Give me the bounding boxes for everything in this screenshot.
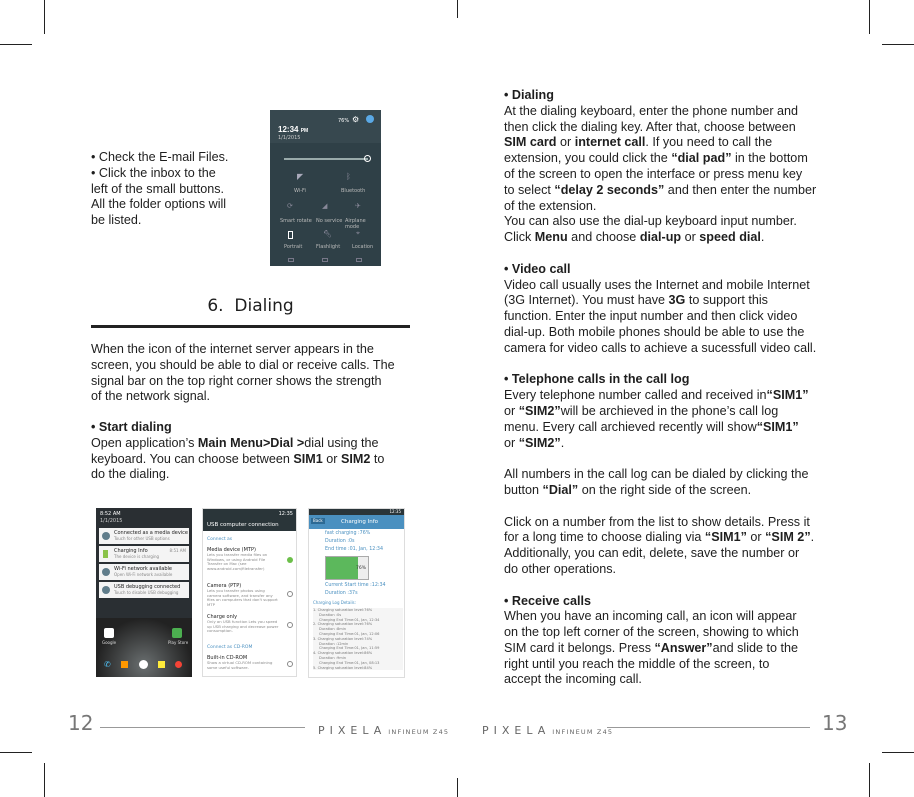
group-label: Connect as CD-ROM bbox=[207, 645, 253, 650]
crop-mark bbox=[882, 752, 914, 753]
radio-camera[interactable] bbox=[287, 591, 293, 597]
rotate-icon[interactable]: ⟳ bbox=[287, 203, 293, 210]
receive-calls-section bbox=[504, 594, 829, 689]
quick-settings-screenshot bbox=[270, 110, 381, 266]
text-line: or “SIM2”will be archieved in the phone’s call log bbox=[504, 403, 779, 418]
log-title: Charging Log Details: bbox=[313, 600, 356, 605]
text-line: be listed. bbox=[91, 213, 142, 228]
text-line: do the dialing. bbox=[91, 467, 170, 482]
flashlight-icon[interactable]: 🔦︎ bbox=[323, 231, 332, 238]
text-line: You can also use the dial-up keyboard input number. bbox=[504, 214, 797, 229]
battery-icon bbox=[103, 550, 108, 558]
location-icon[interactable]: ⌖ bbox=[356, 230, 360, 237]
notif-title: Connected as a media device bbox=[114, 530, 189, 536]
clock-ampm: PM bbox=[300, 128, 309, 134]
app-drawer-icon[interactable] bbox=[139, 660, 148, 669]
notif-time: 8:51 AM bbox=[169, 548, 186, 553]
notification-item[interactable] bbox=[99, 528, 189, 544]
contacts-icon[interactable] bbox=[121, 661, 128, 668]
text-line: of the screen to open the interface or press menu key bbox=[504, 166, 803, 181]
section-title: Dialing bbox=[234, 296, 294, 316]
brand-model: INFINEUM Z45 bbox=[388, 728, 450, 736]
option-title: Camera (PTP) bbox=[207, 583, 242, 589]
gear-icon: ⚙ bbox=[352, 115, 360, 124]
notif-title: Charging Info bbox=[114, 548, 148, 554]
page-number-right: 13 bbox=[822, 711, 848, 735]
play-store-icon[interactable] bbox=[172, 628, 182, 638]
intro-paragraph bbox=[91, 342, 411, 405]
crop-mark bbox=[44, 0, 45, 34]
option-title: Built-in CD-ROM bbox=[207, 655, 248, 661]
notification-screenshot bbox=[96, 508, 192, 677]
battery-level: 76% bbox=[338, 118, 350, 124]
wifi-icon[interactable]: ◤ bbox=[297, 172, 304, 181]
subheading: • Receive calls bbox=[504, 593, 592, 608]
section-number: 6. bbox=[207, 296, 224, 316]
charging-info-screenshot bbox=[308, 508, 405, 678]
charge-log-list bbox=[313, 608, 403, 670]
notif-sub: Open Wi-Fi network available bbox=[114, 572, 173, 577]
tile-label: Bluetooth bbox=[341, 188, 366, 194]
text-line: signal bar on the top right corner shows the strength bbox=[91, 373, 382, 388]
google-app-icon[interactable] bbox=[104, 628, 114, 638]
crop-mark bbox=[457, 778, 458, 797]
tile-label: Airplane mode bbox=[345, 218, 366, 230]
log-line: 2. Charging saturation level:76% bbox=[313, 622, 373, 627]
subheading: • Start dialing bbox=[91, 420, 172, 434]
text-line: right until you reach the middle of the screen, to bbox=[504, 656, 770, 671]
text-line: Video call usually uses the Internet and mobile Internet bbox=[504, 277, 810, 292]
section-rule bbox=[91, 325, 410, 328]
usb-icon bbox=[102, 532, 110, 540]
brand-logo-right bbox=[482, 719, 613, 738]
footer-rule bbox=[607, 727, 810, 728]
text-line: function. Enter the input number and then click video bbox=[504, 309, 798, 324]
tile-label: Portrait bbox=[284, 244, 303, 250]
text-line: Click Menu and choose dial-up or speed dial. bbox=[504, 230, 765, 245]
log-line: 4. Charging saturation level:86% bbox=[313, 651, 373, 656]
brand-logo-left bbox=[318, 719, 449, 738]
crop-mark bbox=[869, 0, 870, 34]
text-line: When you have an incoming call, an icon will appear bbox=[504, 609, 797, 624]
crop-mark bbox=[0, 44, 32, 45]
radio-charge-only[interactable] bbox=[287, 622, 293, 628]
messages-icon[interactable] bbox=[158, 661, 165, 668]
crop-mark bbox=[869, 763, 870, 797]
log-line: Duration :8min bbox=[319, 627, 347, 632]
battery-percent: 76% bbox=[355, 566, 366, 571]
bug-icon bbox=[102, 586, 110, 594]
text-line: or “SIM2”. bbox=[504, 435, 565, 450]
tile-label: Smart rotate bbox=[280, 218, 312, 224]
text-line: do other operations. bbox=[504, 561, 617, 576]
signal-icon[interactable]: ◢ bbox=[322, 203, 328, 210]
option-desc: Show a virtual CD-ROM containing some useful software. bbox=[207, 660, 273, 670]
text-line: Every telephone number called and received in“SIM1” bbox=[504, 388, 809, 403]
text-line: left of the small buttons. bbox=[91, 181, 225, 196]
charge-end-time: End time :01, Jan, 12:34 bbox=[325, 547, 384, 552]
status-time: 8:52 AM bbox=[100, 511, 121, 517]
log-line: Charging End Time:01, Jan, 08:13 bbox=[319, 660, 380, 665]
crop-mark bbox=[0, 752, 32, 753]
text-line: of the network signal. bbox=[91, 389, 211, 404]
details-paragraph bbox=[504, 515, 829, 578]
dialing-section bbox=[504, 88, 829, 246]
text-line: on the top left corner of the screen, showing to which bbox=[504, 625, 799, 640]
text-line: for a long time to choose dialing via “SIM1” or “SIM 2”. bbox=[504, 530, 815, 545]
log-line: Charging End Time:01, Jan, 12:06 bbox=[319, 631, 380, 636]
log-line: Duration :0s bbox=[319, 612, 342, 617]
text-line: to select “delay 2 seconds” and then enter the number bbox=[504, 182, 817, 197]
status-date: 1/1/2015 bbox=[100, 518, 123, 524]
text-line: dial-up. Both mobile phones should be able to use the bbox=[504, 324, 805, 339]
text-line: (3G Internet). You must have 3G to support this bbox=[504, 293, 768, 308]
back-button[interactable]: Back bbox=[313, 518, 323, 523]
text-line: SIM card it belongs. Press “Answer”and slide to the bbox=[504, 640, 799, 655]
start-dialing-paragraph bbox=[91, 420, 411, 483]
battery-fill bbox=[326, 557, 358, 579]
text-line: All numbers in the call log can be dialed by clicking the bbox=[504, 467, 809, 482]
usb-connection-screenshot bbox=[202, 508, 297, 677]
option-title: Charge only bbox=[207, 614, 238, 620]
log-line: 3. Charging saturation level:74% bbox=[313, 636, 373, 641]
brand-name: PIXELA bbox=[482, 724, 551, 737]
notification-item[interactable] bbox=[99, 546, 189, 562]
tile-label: Wi-Fi bbox=[294, 188, 306, 194]
text-line: Additionally, you can edit, delete, save the number or bbox=[504, 546, 800, 561]
log-line: Charging End Time:01, Jan, 12:34 bbox=[319, 617, 380, 622]
dial-button-paragraph bbox=[504, 467, 829, 499]
group-label: Connect as bbox=[207, 537, 233, 542]
call-log-section bbox=[504, 372, 829, 451]
option-desc: Lets you transfer photos using camera software, and transfer any files on computers that don't support MTP bbox=[207, 588, 278, 607]
brand-model: INFINEUM Z45 bbox=[552, 728, 614, 736]
notification-item[interactable] bbox=[99, 564, 189, 580]
app-label: Google bbox=[102, 640, 117, 645]
text-line: Open application’s Main Menu>Dial >dial using the bbox=[91, 435, 379, 450]
notif-sub: The device is charging bbox=[114, 554, 160, 559]
log-line: Duration :12min bbox=[319, 641, 349, 646]
notif-sub: Touch for other USB options bbox=[114, 536, 170, 541]
user-icon bbox=[366, 115, 374, 123]
log-line: Charging End Time:01, Jan, 11:59 bbox=[319, 646, 380, 651]
tile-label: Location bbox=[352, 244, 374, 250]
crop-mark bbox=[882, 44, 914, 45]
current-duration: Duration :37s bbox=[325, 591, 358, 596]
text-line: extension, you could click the “dial pad” in the bottom bbox=[504, 151, 808, 166]
section-heading bbox=[91, 296, 410, 316]
notif-title: USB debugging connected bbox=[114, 584, 181, 590]
tile-label: No service bbox=[316, 218, 343, 224]
text-line: keyboard. You can choose between SIM1 or SIM2 to bbox=[91, 451, 385, 466]
right-column bbox=[504, 88, 829, 688]
option-title: Media device (MTP) bbox=[207, 547, 256, 553]
clock-date: 1/1/2015 bbox=[278, 135, 301, 141]
brightness-slider[interactable] bbox=[284, 158, 368, 160]
text-line: menu. Every call archieved recently will show“SIM1” bbox=[504, 419, 799, 434]
text-line: At the dialing keyboard, enter the phone number and bbox=[504, 103, 799, 118]
page-number-left: 12 bbox=[68, 711, 94, 735]
wifi-icon bbox=[102, 568, 110, 576]
log-line: Duration :9min bbox=[319, 655, 347, 660]
phone-icon[interactable]: ✆ bbox=[104, 660, 111, 669]
option-desc: Lets you transfer media files on Windows, or using Android File Transfer on Mac (see www.android.com/filetransfer) bbox=[207, 552, 268, 571]
crop-mark bbox=[457, 0, 458, 18]
subheading: • Dialing bbox=[504, 88, 554, 102]
subheading: • Telephone calls in the call log bbox=[504, 372, 690, 387]
text-line: When the icon of the internet server appears in the bbox=[91, 342, 374, 356]
text-line: accept the incoming call. bbox=[504, 672, 642, 687]
option-desc: Only an USB function Lets you speed up USB charging and decrease power consumption. bbox=[207, 619, 279, 634]
subheading: • Video call bbox=[504, 261, 571, 276]
video-call-section bbox=[504, 262, 829, 357]
status-time: 12:35 bbox=[389, 509, 401, 514]
brightness-thumb[interactable] bbox=[364, 155, 371, 162]
status-time: 12:35 bbox=[278, 511, 293, 517]
battery-graphic bbox=[325, 556, 369, 580]
text-line: button “Dial” on the right side of the screen. bbox=[504, 482, 752, 497]
log-line: 1. Charging saturation level:76% bbox=[313, 608, 373, 612]
text-line: camera for video calls to achieve a sucessfull video call. bbox=[504, 340, 817, 355]
current-start: Current Start time :12:34 bbox=[325, 583, 386, 588]
clock-time: 12:34 bbox=[278, 125, 299, 134]
charge-duration: Duration :0s bbox=[325, 539, 355, 544]
bluetooth-icon[interactable]: ᛒ bbox=[346, 172, 351, 181]
text-line: SIM card or internet call. If you need to call the bbox=[504, 135, 773, 150]
text-line: Click on a number from the list to show details. Press it bbox=[504, 514, 810, 529]
screen-title: USB computer connection bbox=[207, 522, 279, 528]
tile-label: Flashlight bbox=[316, 244, 341, 250]
portrait-icon[interactable] bbox=[288, 231, 293, 239]
charge-status: fast charging :76% bbox=[325, 531, 371, 536]
screen-title: Charging Info bbox=[341, 519, 379, 525]
text-line: then click the dialing key. After that, choose between bbox=[504, 119, 796, 134]
notification-item[interactable] bbox=[99, 582, 189, 598]
text-line: screen, you should be able to dial or receive calls. The bbox=[91, 357, 395, 372]
notif-sub: Touch to disable USB debugging bbox=[114, 590, 179, 595]
footer-rule bbox=[100, 727, 305, 728]
text-line: • Check the E-mail Files. bbox=[91, 150, 229, 164]
checkbox-cdrom[interactable] bbox=[287, 661, 293, 667]
brand-name: PIXELA bbox=[318, 724, 387, 737]
text-line: All the folder options will bbox=[91, 197, 227, 212]
radio-media-device[interactable] bbox=[287, 557, 293, 563]
browser-icon[interactable] bbox=[175, 661, 182, 668]
text-line: of the extension. bbox=[504, 198, 597, 213]
crop-mark bbox=[44, 763, 45, 797]
app-label: Play Store bbox=[168, 640, 189, 645]
log-line: 5. Charging saturation level:84% bbox=[313, 665, 373, 670]
notif-title: Wi-Fi network available bbox=[114, 566, 172, 572]
email-instructions bbox=[91, 150, 256, 229]
text-line: • Click the inbox to the bbox=[91, 165, 216, 180]
airplane-icon[interactable]: ✈ bbox=[355, 203, 361, 210]
